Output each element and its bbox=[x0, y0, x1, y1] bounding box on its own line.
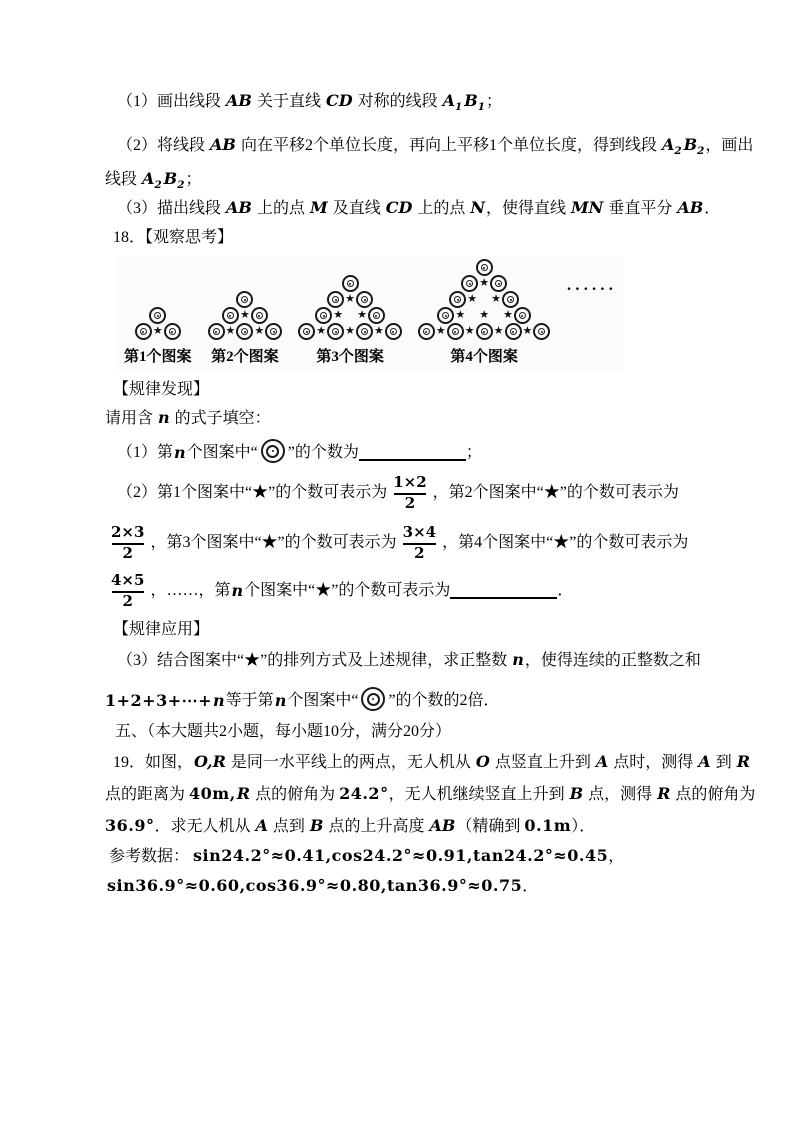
text-run: ，第4个图案中“★”的个数可表示为 bbox=[442, 534, 689, 551]
math-variable: CD bbox=[385, 198, 413, 217]
pattern-label: 第3个图案 bbox=[316, 349, 384, 365]
math-bold-text: sin24.2°≈0.41,cos24.2°≈0.91,tan24.2°≈0.45 bbox=[193, 846, 609, 865]
pattern-2 bbox=[208, 292, 283, 366]
text-run: 点竖直上升到 bbox=[490, 754, 595, 771]
star-icon: ★ bbox=[225, 325, 236, 337]
star-icon: ★ bbox=[491, 293, 502, 305]
text-run: （1）画出线段 bbox=[117, 93, 226, 110]
pattern-row bbox=[222, 307, 268, 324]
math-variable: CD bbox=[325, 91, 353, 110]
star-icon: ★ bbox=[479, 277, 490, 289]
text-run: 【规律应用】 bbox=[113, 621, 210, 638]
concentric-circles-icon bbox=[476, 323, 493, 340]
text-run: ，第3个图案中“★”的个数可表示为 bbox=[150, 534, 397, 551]
concentric-circles-icon bbox=[437, 307, 454, 324]
star-icon: ★ bbox=[333, 309, 344, 321]
concentric-circles-icon bbox=[514, 307, 531, 324]
concentric-circles-icon bbox=[261, 439, 285, 463]
text-run: 垂直平分 bbox=[604, 200, 677, 217]
star-icon: ★ bbox=[357, 309, 367, 321]
text-run: 【规律发现】 bbox=[113, 381, 210, 398]
math-variable: O bbox=[475, 752, 490, 771]
concentric-circles-icon bbox=[315, 307, 332, 324]
pattern-row bbox=[437, 307, 531, 324]
text-line bbox=[109, 845, 624, 868]
math-bold-text: 40m, bbox=[189, 784, 236, 803]
text-line bbox=[113, 751, 751, 774]
text-run: 对称的线段 bbox=[353, 93, 442, 110]
text-line bbox=[115, 721, 451, 743]
star-icon: ★ bbox=[374, 325, 384, 337]
text-run: ， bbox=[608, 848, 625, 865]
subscript: 2 bbox=[154, 179, 162, 192]
concentric-circles-icon bbox=[222, 307, 239, 324]
text-run: 及直线 bbox=[328, 200, 385, 217]
star-icon: ★ bbox=[254, 325, 265, 337]
text-run: ； bbox=[465, 444, 482, 461]
text-run: 参考数据： bbox=[109, 848, 194, 865]
concentric-circles-icon bbox=[356, 291, 373, 308]
pattern-3 bbox=[298, 276, 402, 366]
math-variable: MN bbox=[570, 198, 604, 217]
text-line bbox=[117, 469, 679, 517]
text-run: ，第2个图案中“★”的个数可表示为 bbox=[432, 484, 679, 501]
text-run: 上的点 bbox=[413, 200, 470, 217]
fraction-numerator: 1×2 bbox=[393, 473, 427, 492]
text-line bbox=[117, 134, 753, 162]
pattern-row bbox=[236, 291, 253, 308]
text-line bbox=[117, 438, 482, 468]
fraction bbox=[401, 524, 438, 562]
star-icon: ★ bbox=[455, 309, 466, 321]
fraction-numerator: 2×3 bbox=[111, 523, 145, 542]
pattern-4 bbox=[418, 260, 551, 366]
math-variable: n bbox=[158, 408, 170, 427]
text-run: 线段 bbox=[105, 171, 142, 188]
star-icon: ★ bbox=[493, 325, 504, 337]
math-variable: R bbox=[736, 752, 751, 771]
text-run: ； bbox=[185, 171, 202, 188]
text-line bbox=[105, 686, 500, 716]
text-line bbox=[105, 567, 573, 615]
subscript: 2 bbox=[674, 145, 682, 158]
concentric-circles-icon bbox=[327, 323, 344, 340]
math-variable: B bbox=[569, 784, 584, 803]
concentric-circles-icon bbox=[342, 275, 359, 292]
concentric-circles-icon bbox=[461, 275, 478, 292]
math-variable: n bbox=[512, 650, 524, 669]
concentric-circles-icon bbox=[236, 323, 253, 340]
concentric-circles-icon bbox=[236, 291, 253, 308]
concentric-circles-icon bbox=[208, 323, 225, 340]
text-run: 点，测得 bbox=[584, 786, 657, 803]
pattern-1 bbox=[124, 308, 192, 366]
star-icon: ★ bbox=[152, 325, 163, 337]
text-run: 点的俯角为 bbox=[671, 786, 756, 803]
text-line bbox=[105, 815, 595, 838]
text-line bbox=[105, 168, 201, 196]
fraction bbox=[391, 474, 428, 512]
text-run: 到 bbox=[711, 754, 736, 771]
math-variable: B bbox=[309, 816, 324, 835]
math-variable: AB bbox=[226, 91, 252, 110]
pattern-row bbox=[315, 307, 385, 324]
subscript: 1 bbox=[477, 101, 486, 114]
star-icon: ★ bbox=[464, 325, 475, 337]
concentric-circles-icon bbox=[449, 291, 466, 308]
answer-blank-underline bbox=[359, 445, 466, 461]
text-run: ； bbox=[486, 93, 503, 110]
fraction-denominator: 2 bbox=[112, 591, 144, 610]
text-line bbox=[107, 875, 538, 898]
fraction-numerator: 3×4 bbox=[402, 523, 437, 542]
answer-blank-underline bbox=[450, 583, 557, 599]
math-variable: A bbox=[698, 752, 711, 771]
fraction-denominator: 2 bbox=[394, 493, 426, 512]
math-variable: O,R bbox=[194, 752, 226, 771]
fraction-numerator: 4×5 bbox=[111, 571, 145, 590]
math-variable: R bbox=[236, 784, 251, 803]
text-run: 个图案中“ bbox=[186, 444, 258, 461]
concentric-circles-icon bbox=[135, 323, 152, 340]
pattern-label: 第4个图案 bbox=[450, 349, 518, 365]
text-run: ，画出 bbox=[705, 137, 754, 154]
math-variable: n bbox=[231, 581, 244, 600]
math-bold-text: 36.9° bbox=[105, 816, 155, 835]
pattern-row bbox=[208, 323, 283, 340]
text-run: 向在平移2个单位长度，再向上平移1个单位长度，得到线段 bbox=[236, 137, 661, 154]
text-line bbox=[117, 197, 720, 220]
math-variable-subscript: $B_2$ bbox=[163, 169, 185, 192]
text-run: 点的距离为 bbox=[105, 786, 190, 803]
concentric-circles-icon bbox=[476, 259, 493, 276]
text-run: ． bbox=[557, 582, 574, 599]
subscript: 2 bbox=[177, 179, 185, 192]
math-variable-subscript: $B_2$ bbox=[683, 135, 705, 158]
concentric-circles-icon bbox=[505, 323, 522, 340]
math-variable-subscript: $A_2$ bbox=[661, 135, 682, 158]
pattern-row bbox=[135, 323, 181, 340]
star-icon: ★ bbox=[435, 325, 446, 337]
text-line bbox=[105, 407, 271, 430]
concentric-circles-icon bbox=[251, 307, 268, 324]
text-run: ”的个数的2倍． bbox=[388, 692, 500, 709]
text-run: 点的俯角为 bbox=[251, 786, 340, 803]
text-run: （2）第1个图案中“★”的个数可表示为 bbox=[117, 484, 388, 501]
math-bold-text: 24.2° bbox=[339, 784, 389, 803]
math-variable: n bbox=[213, 691, 225, 710]
text-run: 点时，测得 bbox=[609, 754, 698, 771]
math-bold-text: sin36.9°≈0.60,cos36.9°≈0.80,tan36.9°≈0.75 bbox=[107, 876, 523, 895]
concentric-circles-icon bbox=[533, 323, 550, 340]
text-run: ，无人机继续竖直上升到 bbox=[388, 786, 569, 803]
text-run: （2）将线段 bbox=[117, 137, 210, 154]
text-run: （精确到 bbox=[456, 818, 525, 835]
text-run: ”的个数为 bbox=[287, 444, 359, 461]
concentric-circles-icon bbox=[502, 291, 519, 308]
star-icon: ★ bbox=[345, 325, 356, 337]
pattern-label: 第1个图案 bbox=[124, 349, 192, 365]
concentric-circles-icon bbox=[368, 307, 385, 324]
pattern-row bbox=[418, 323, 551, 340]
text-run: 请用含 bbox=[105, 410, 158, 427]
pattern-row bbox=[149, 307, 166, 324]
concentric-circles-icon bbox=[164, 323, 181, 340]
text-run: 个图案中“★”的个数可表示为 bbox=[244, 582, 451, 599]
text-line bbox=[113, 227, 233, 249]
text-run: 上的点 bbox=[252, 200, 309, 217]
fraction-denominator: 2 bbox=[403, 543, 435, 562]
concentric-circles-icon bbox=[447, 323, 464, 340]
math-variable: AB bbox=[429, 816, 456, 835]
math-variable: AB bbox=[677, 198, 704, 217]
concentric-circles-icon bbox=[327, 291, 344, 308]
text-line bbox=[105, 783, 755, 806]
text-run: 等于第 bbox=[225, 692, 274, 709]
text-run: 是同一水平线上的两点，无人机从 bbox=[226, 754, 475, 771]
math-variable-subscript: $B_1$ bbox=[464, 91, 486, 114]
pattern-figure bbox=[116, 256, 624, 370]
text-run: 18．【观察思考】 bbox=[113, 229, 234, 246]
concentric-circles-icon bbox=[385, 323, 402, 340]
math-variable: AB bbox=[210, 135, 236, 154]
concentric-circles-icon bbox=[490, 275, 507, 292]
math-variable: M bbox=[309, 198, 328, 217]
star-icon: ★ bbox=[503, 309, 513, 321]
pattern-row bbox=[342, 275, 359, 292]
concentric-circles-icon bbox=[356, 323, 373, 340]
text-run: ． bbox=[522, 878, 539, 895]
concentric-circles-icon bbox=[265, 323, 282, 340]
text-run: ，使得直线 bbox=[485, 200, 570, 217]
math-variable-subscript: $A_1$ bbox=[442, 91, 463, 114]
concentric-circles-icon bbox=[149, 307, 166, 324]
pattern-row bbox=[449, 291, 519, 308]
concentric-circles-icon bbox=[418, 323, 435, 340]
math-variable-subscript: $A_2$ bbox=[142, 169, 162, 192]
subscript: 1 bbox=[455, 101, 463, 114]
star-icon: ★ bbox=[316, 325, 327, 337]
text-run: 五、（本大题共2小题，每小题10分，满分20分） bbox=[115, 723, 452, 740]
text-run: 点到 bbox=[268, 818, 309, 835]
text-line bbox=[113, 619, 209, 641]
subscript: 2 bbox=[697, 145, 705, 158]
text-line bbox=[113, 379, 209, 401]
text-run: ）． bbox=[571, 818, 596, 835]
fraction bbox=[109, 572, 146, 610]
math-variable: A bbox=[255, 816, 268, 835]
fraction-denominator: 2 bbox=[112, 543, 144, 562]
text-line bbox=[117, 90, 502, 118]
math-bold-text: 0.1m bbox=[524, 816, 572, 835]
concentric-circles-icon bbox=[361, 687, 385, 711]
text-run: 个图案中“ bbox=[287, 692, 359, 709]
text-run: 点的上升高度 bbox=[324, 818, 429, 835]
math-variable: n bbox=[174, 443, 186, 462]
star-icon: ★ bbox=[522, 325, 533, 337]
text-run: ，……，第 bbox=[150, 582, 231, 599]
star-icon: ★ bbox=[239, 309, 250, 321]
pattern-row bbox=[476, 259, 493, 276]
pattern-row bbox=[461, 275, 507, 292]
star-icon: ★ bbox=[467, 293, 478, 305]
math-variable: n bbox=[274, 691, 287, 710]
concentric-circles-icon bbox=[298, 323, 315, 340]
pattern-row bbox=[327, 291, 373, 308]
star-icon: ★ bbox=[345, 293, 356, 305]
pattern-label: 第2个图案 bbox=[211, 349, 279, 365]
text-run: ．求无人机从 bbox=[154, 818, 255, 835]
text-run: （3）结合图案中“★”的排列方式及上述规律，求正整数 bbox=[117, 652, 512, 669]
star-icon: ★ bbox=[479, 309, 490, 321]
text-run: 关于直线 bbox=[252, 93, 325, 110]
text-run: （1）第 bbox=[117, 444, 174, 461]
fraction bbox=[109, 524, 146, 562]
text-run: ． bbox=[704, 200, 721, 217]
text-line bbox=[117, 649, 701, 672]
continuation-dots: ······ bbox=[566, 281, 617, 298]
text-run: 19．如图， bbox=[113, 754, 194, 771]
text-line bbox=[105, 519, 688, 567]
pattern-row bbox=[298, 323, 402, 340]
text-run: （3）描出线段 bbox=[117, 200, 226, 217]
math-bold-text: 1+2+3+⋯+ bbox=[105, 691, 213, 710]
text-run: ，使得连续的正整数之和 bbox=[524, 652, 701, 669]
math-variable: AB bbox=[226, 198, 252, 217]
math-variable: R bbox=[657, 784, 671, 803]
math-variable: N bbox=[470, 198, 485, 217]
text-run: 的式子填空： bbox=[170, 410, 271, 427]
math-variable: A bbox=[595, 752, 609, 771]
